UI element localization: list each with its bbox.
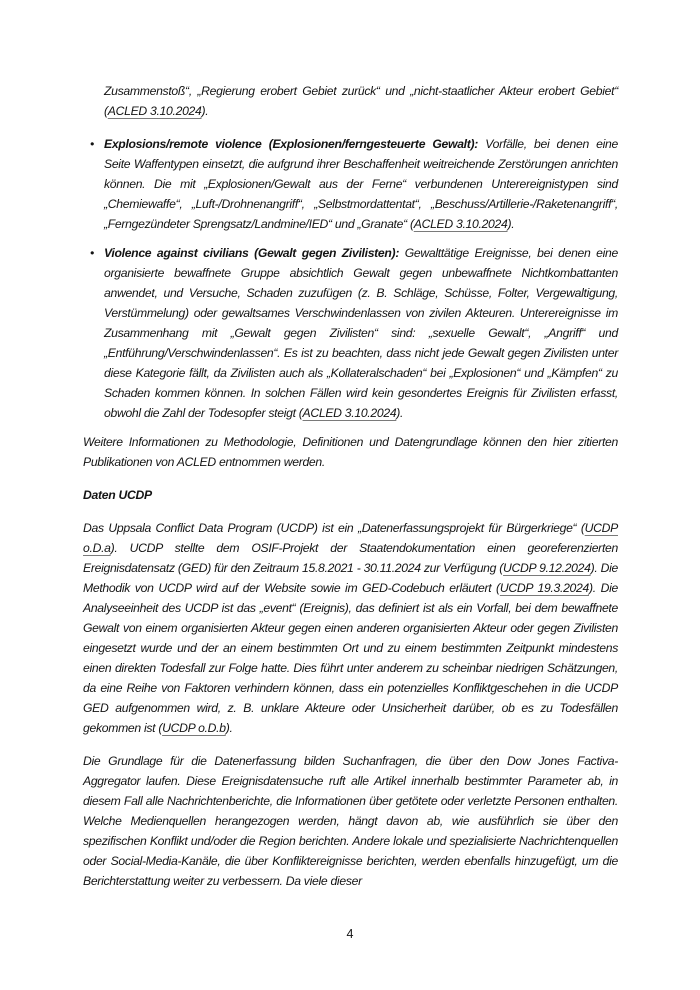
bullet-item-explosions-remote-violence xyxy=(83,134,618,234)
citation-link[interactable]: ACLED 3.10.2024 xyxy=(107,104,202,118)
citation-link[interactable]: ACLED 3.10.2024 xyxy=(413,217,508,231)
citation-link[interactable]: UCDP o.D.a xyxy=(83,521,618,555)
event-type-label: Explosions/remote violence (Explosionen/ferngesteuerte Gewalt): xyxy=(104,137,486,151)
event-type-label: Violence against civilians (Gewalt gegen Zivilisten): xyxy=(104,246,405,260)
section-heading-daten-ucdp xyxy=(83,485,618,505)
text-run: ). xyxy=(201,104,209,118)
paragraph-acled-further-information xyxy=(83,432,618,472)
bullet-icon: • xyxy=(90,137,95,151)
paragraph-ucdp-data-collection xyxy=(83,751,618,891)
text-run: ). Die Methodik von UCDP wird auf der Website sowie im GED-Codebuch erläutert ( xyxy=(83,561,618,595)
text-run: Vorfälle, bei denen eine Seite Waffentypen einsetzt, die aufgrund ihrer Beschaffenheit weitreichende Zerstörungen anrichten können. Die mit „Explosionen/Gewalt aus der Ferne“ verbundenen Unterereignistypen sind „Chemiewaffe“, „Luft-/Drohnenangriff“, „Selbstmordattentat“, „Beschuss/Artillerie-/Raketenangriff“, „Ferngezündeter Sprengsatz/Landmine/IED“ und „Granate“ ( xyxy=(104,137,618,231)
paragraph-bullet-continuation xyxy=(104,81,618,121)
text-run: ). xyxy=(396,406,404,420)
page-number: 4 xyxy=(346,927,354,941)
bullet-item-violence-against-civilians xyxy=(83,243,618,423)
event-type-label: Daten UCDP xyxy=(83,488,152,502)
text-run: Weitere Informationen zu Methodologie, Definitionen und Datengrundlage können den hier zitierten Publikationen von ACLED entnommen werden. xyxy=(83,435,618,469)
page-content xyxy=(83,81,618,904)
citation-link[interactable]: UCDP 9.12.2024 xyxy=(503,561,591,575)
text-run: Gewalttätige Ereignisse, bei denen eine organisierte bewaffnete Gruppe absichtlich Gewalt gegen unbewaffnete Nichtkombattanten anwendet, und Versuche, Schaden zuzufügen (z. B. Schläge, Schüsse, Folter, Vergewaltigung, Verstümmelung) oder gewaltsames Verschwindenlassen von zivilen Akteuren. Unterereignisse im Zusammenhang mit „Gewalt gegen Zivilisten“ sind: „sexuelle Gewalt“, „Angriff“ und „Entführung/Verschwindenlassen“. Es ist zu beachten, dass nicht jede Gewalt gegen Zivilisten unter diese Kategorie fällt, da Zivilisten auch als „Kollateralschaden“ bei „Explosionen“ und „Kämpfen“ zu Schaden kommen können. In solchen Fällen wird kein gesondertes Ereignis für Zivilisten erfasst, obwohl die Zahl der Todesopfer steigt ( xyxy=(104,246,618,420)
bullet-text-explosions-remote-violence xyxy=(104,134,618,234)
citation-link[interactable]: ACLED 3.10.2024 xyxy=(302,406,397,420)
text-run: Das Uppsala Conflict Data Program (UCDP) ist ein „Datenerfassungsprojekt für Bürgerkriege“ ( xyxy=(83,521,585,535)
paragraph-ucdp-description xyxy=(83,518,618,738)
text-run: Die Grundlage für die Datenerfassung bilden Suchanfragen, die über den Dow Jones Factiva-Aggregator laufen. Diese Ereignisdatensuche ruft alle Artikel innerhalb bestimmter Parameter ab, in diesem Fall alle Nachrichtenberichte, die Informationen über getötete oder verletzte Personen enthalten. Welche Medienquellen herangezogen werden, hängt davon ab, wie ausführlich sie über den spezifischen Konflikt und/oder die Region berichten. Andere lokale und spezialisierte Nachrichtenquellen oder Social-Media-Kanäle, die über Konfliktereignisse berichten, werden ebenfalls hinzugefügt, um die Berichterstattung weiter zu verbessern. Da viele dieser xyxy=(83,754,618,888)
citation-link[interactable]: UCDP 19.3.2024 xyxy=(499,581,589,595)
citation-link[interactable]: UCDP o.D.b xyxy=(162,721,226,735)
bullet-text-violence-against-civilians xyxy=(104,243,618,423)
bullet-icon: • xyxy=(90,246,95,260)
text-run: ). Die Analyseeinheit des UCDP ist das „event“ (Ereignis), das definiert ist als ein Vorfall, bei dem bewaffnete Gewalt von einem organisierten Akteur gegen einen anderen organisierten Akteur oder gegen Zivilisten eingesetzt wurde und der an einem bestimmten Ort und zu einem bestimmten Zeitpunkt mindestens einen direkten Todesfall zur Folge hatte. Dies führt unter anderem zu scheinbar niedrigen Schätzungen, da eine Reihe von Faktoren verhindern können, dass ein potenzielles Konfliktgeschehen in die UCDP GED aufgenommen wird, z. B. unklare Akteure oder Unsicherheit darüber, ob es zu Todesfällen gekommen ist ( xyxy=(83,581,618,735)
text-run: Zusammenstoß“, „Regierung erobert Gebiet zurück“ und „nicht-staatlicher Akteur erobert Gebiet“ ( xyxy=(104,84,618,118)
text-run: ). xyxy=(225,721,233,735)
text-run: ). UCDP stellte dem OSIF-Projekt der Staatendokumentation einen georeferenzierten Ereignisdatensatz (GED) für den Zeitraum 15.8.2021 - 30.11.2024 zur Verfügung ( xyxy=(83,541,618,575)
text-run: ). xyxy=(507,217,515,231)
